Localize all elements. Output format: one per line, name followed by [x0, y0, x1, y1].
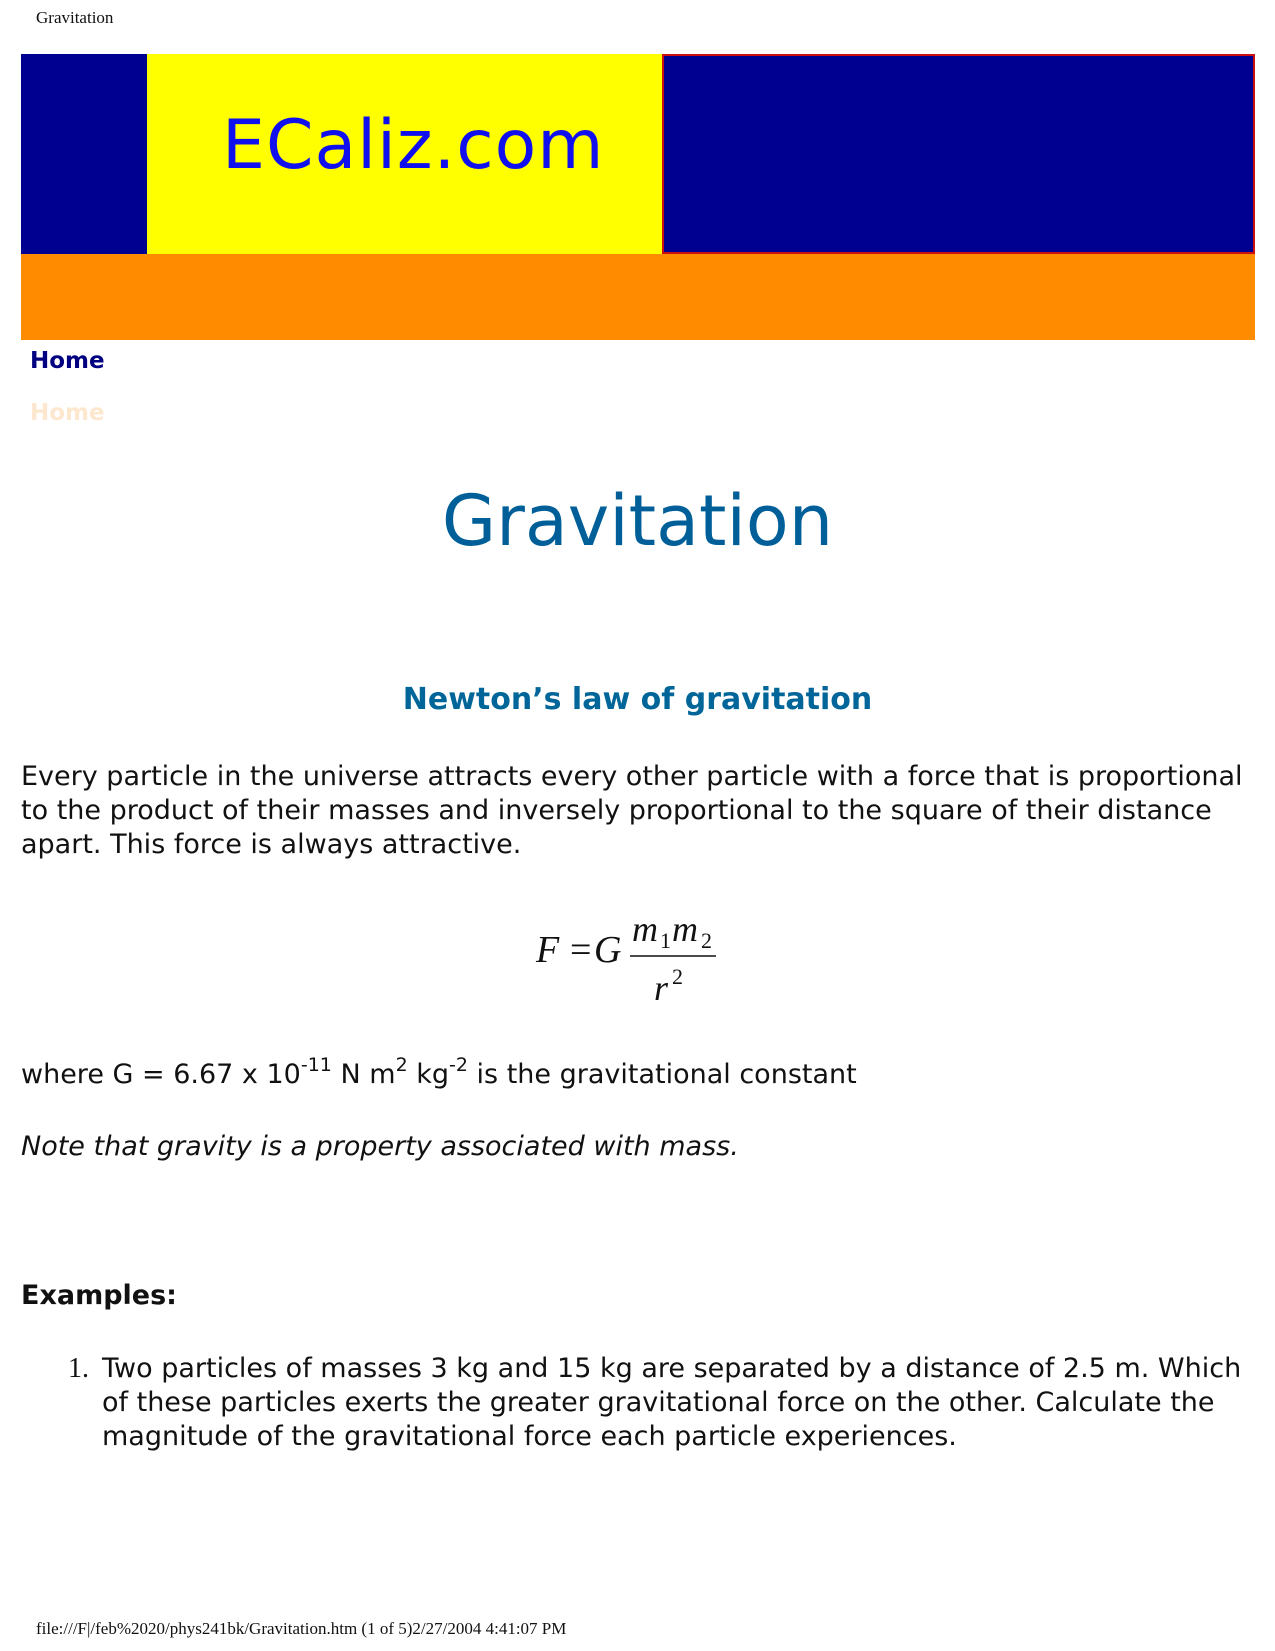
where-exp3: -2	[449, 1054, 468, 1076]
formula-lhs: F	[536, 929, 560, 971]
section-title: Newton’s law of gravitation	[402, 682, 873, 717]
where-prefix: where G = 6.67 x 10	[21, 1059, 301, 1090]
nav-home-link-hover[interactable]: Home	[30, 400, 105, 426]
print-footer-url: file:///F|/feb%2020/phys241bk/Gravitation.htm (1 of 5)2/27/2004 4:41:07 PM	[36, 1619, 567, 1638]
formula-sub2: 2	[701, 928, 712, 953]
page-title: Gravitation	[441, 480, 834, 562]
formula-constant: G	[594, 929, 622, 971]
formula-r: r	[654, 968, 669, 1008]
banner-right-block	[662, 54, 1255, 254]
constant-paragraph	[21, 1054, 1251, 1092]
where-unit-kg: kg	[407, 1059, 450, 1090]
where-suffix: is the gravitational constant	[467, 1059, 857, 1090]
example-text: Two particles of masses 3 kg and 15 kg are separated by a distance of 2.5 m. Which of these particles exerts the greater gravitational force on the other. Calculate the magnitude of the gravitational force each particle experiences.	[102, 1353, 1242, 1452]
site-banner	[21, 54, 1255, 254]
where-exp2: 2	[395, 1054, 408, 1076]
examples-heading: Examples:	[21, 1280, 177, 1311]
law-paragraph: Every particle in the universe attracts every other particle with a force that is proportional to the product of their masses and inversely proportional to the square of their distance apart. This force is always attractive.	[21, 761, 1243, 860]
print-header-title: Gravitation	[36, 8, 114, 27]
formula-m2: m	[672, 909, 698, 949]
where-unit-n: N m	[331, 1059, 396, 1090]
formula-r-exp: 2	[672, 964, 683, 989]
nav-home-link[interactable]: Home	[30, 348, 105, 374]
banner-orange-bar	[21, 254, 1255, 340]
banner-logo-block	[147, 54, 662, 254]
banner-left-block	[21, 54, 147, 254]
formula-svg	[530, 908, 760, 1018]
formula-equals: =	[570, 929, 592, 971]
formula-m1: m	[632, 909, 658, 949]
note-paragraph: Note that gravity is a property associated with mass.	[21, 1131, 739, 1162]
where-exp1: -11	[300, 1054, 332, 1076]
gravitation-formula	[530, 908, 760, 1018]
formula-sub1: 1	[660, 928, 671, 953]
site-logo[interactable]: ECaliz.com	[222, 106, 605, 185]
example-number: 1.	[68, 1353, 89, 1384]
